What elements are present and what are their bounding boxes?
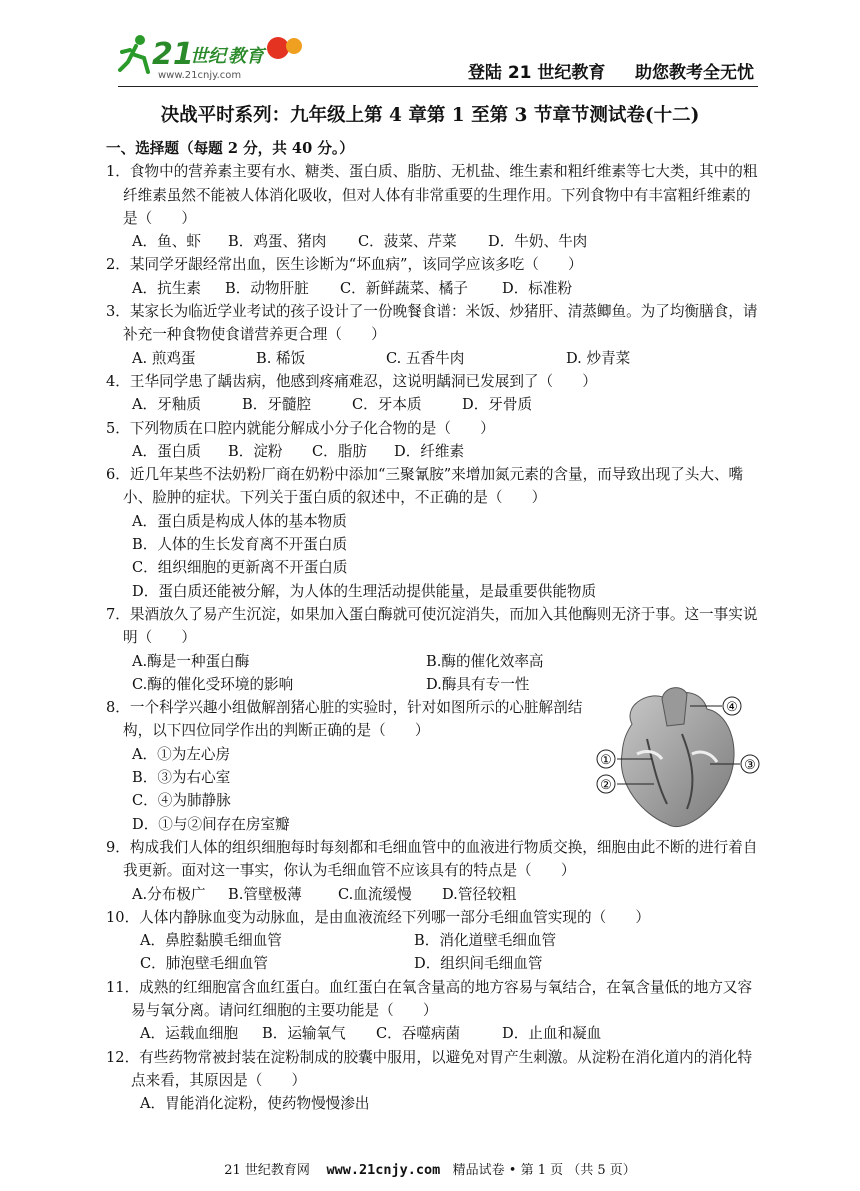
option: B．牙髓腔 xyxy=(242,396,312,414)
label-3: ③ xyxy=(744,758,756,773)
question-10: 10．人体内静脉血变为动脉血，是由血液流经下列哪一部分毛细血管实现的（ ） xyxy=(106,908,650,926)
option: D．止血和凝血 xyxy=(502,1025,602,1043)
footer-site: 21 世纪教育网 xyxy=(224,1163,310,1178)
option: C.酶的催化受环境的影响 xyxy=(132,675,294,693)
option: C．菠菜、芹菜 xyxy=(358,233,457,251)
options-10 xyxy=(106,929,760,976)
option: A．胃能消化淀粉，使药物慢慢渗出 xyxy=(140,1095,370,1113)
option: D.管径较粗 xyxy=(442,885,517,903)
option: B．淀粉 xyxy=(228,442,283,460)
options-11 xyxy=(106,1022,760,1045)
option: B．人体的生长发育离不开蛋白质 xyxy=(132,536,348,554)
option: B．动物肝脏 xyxy=(225,279,309,297)
option: A．蛋白质是构成人体的基本物质 xyxy=(132,512,347,530)
option: C．脂肪 xyxy=(312,442,367,460)
option: D．纤维素 xyxy=(394,442,465,460)
option: D．组织间毛细血管 xyxy=(414,955,543,973)
option: C. 五香牛肉 xyxy=(386,349,465,367)
option: C．④为肺静脉 xyxy=(132,792,231,810)
option: B．消化道壁毛细血管 xyxy=(414,932,557,950)
option: D．牛奶、牛肉 xyxy=(488,233,588,251)
option: A.酶是一种蛋白酶 xyxy=(132,652,250,670)
header-slogan: 登陆 21 世纪教育 助您教考全无忧 xyxy=(467,63,754,83)
option: B.酶的催化效率高 xyxy=(426,652,544,670)
svg-text:21: 21 xyxy=(152,37,194,72)
question-2: 2．某同学牙龈经常出血，医生诊断为“坏血病”，该同学应该多吃（ ） xyxy=(106,256,583,274)
question-3: 3．某家长为临近学业考试的孩子设计了一份晚餐食谱：米饭、炒猪肝、清蒸鲫鱼。为了均衡膳食，请补充一种食物使食谱营养更合理（ ） xyxy=(106,303,758,344)
svg-text:世纪: 世纪 xyxy=(190,46,226,67)
question-1: 1．食物中的营养素主要有水、糖类、蛋白质、脂肪、无机盐、维生素和粗纤维素等七大类，其中的粗纤维素虽然不能被人体消化吸收，但对人体有非常重要的生理作用。下列食物中有丰富粗纤维素的是（ ） xyxy=(106,163,758,227)
option: A．运载血细胞 xyxy=(140,1025,239,1043)
heart-diagram xyxy=(592,684,772,834)
options-2 xyxy=(106,277,760,300)
options-4 xyxy=(106,393,760,416)
question-6: 6．近几年某些不法奶粉厂商在奶粉中添加“三聚氰胺”来增加氮元素的含量，而导致出现了头大、嘴小、脸肿的症状。下列关于蛋白质的叙述中，不正确的是（ ） xyxy=(106,466,744,507)
site-logo xyxy=(118,30,308,84)
option: A．鱼、虾 xyxy=(132,233,201,251)
exam-content xyxy=(106,137,760,1115)
option: B. 稀饭 xyxy=(256,349,306,367)
question-5: 5．下列物质在口腔内就能分解成小分子化合物的是（ ） xyxy=(106,419,495,437)
option: C．吞噬病菌 xyxy=(376,1025,461,1043)
option: B．运输氧气 xyxy=(262,1025,346,1043)
svg-text:教育: 教育 xyxy=(228,46,264,67)
option: A．鼻腔黏膜毛细血管 xyxy=(140,932,282,950)
exam-title: 决战平时系列：九年级上第 4 章第 1 至第 3 节章节测试卷(十二) xyxy=(160,105,700,126)
option: D. 炒青菜 xyxy=(566,349,631,367)
options-1 xyxy=(106,230,760,253)
option: A．蛋白质 xyxy=(132,442,201,460)
label-2: ② xyxy=(600,778,612,793)
page-footer xyxy=(0,1159,860,1178)
option: C.血流缓慢 xyxy=(338,885,412,903)
options-9 xyxy=(106,883,760,906)
footer-page: 精品试卷 • 第 1 页 （共 5 页） xyxy=(452,1163,636,1178)
label-1: ① xyxy=(600,753,612,768)
question-7: 7．果酒放久了易产生沉淀，如果加入蛋白酶就可使沉淀消失，而加入其他酶则无济于事。这一事实说明（ ） xyxy=(106,605,758,647)
label-4: ④ xyxy=(726,700,738,715)
section-heading: 一、选择题（每题 2 分，共 40 分。） xyxy=(106,140,354,157)
question-12: 12．有些药物常被封装在淀粉制成的胶囊中服用，以避免对胃产生刺激。从淀粉在消化道内的消化特点来看，其原因是（ ） xyxy=(106,1048,753,1089)
option: D．蛋白质还能被分解，为人体的生理活动提供能量，是最重要供能物质 xyxy=(132,582,597,600)
question-8: 8．一个科学兴趣小组做解剖猪心脏的实验时，针对如图所示的心脏解剖结构，以下四位同学作出的判断正确的是（ ） xyxy=(106,699,583,740)
options-5 xyxy=(106,440,760,463)
option: B.管壁极薄 xyxy=(228,885,302,903)
question-9: 9．构成我们人体的组织细胞每时每刻都和毛细血管中的血液进行物质交换，细胞由此不断的进行着自我更新。面对这一事实，你认为毛细血管不应该具有的特点是（ ） xyxy=(106,838,758,880)
option: B．③为右心室 xyxy=(132,769,231,787)
option: B．鸡蛋、猪肉 xyxy=(228,233,327,251)
option: A.分布极广 xyxy=(132,885,206,903)
option: D．牙骨质 xyxy=(462,396,533,414)
question-4: 4．王华同学患了龋齿病，他感到疼痛难忍，这说明龋洞已发展到了（ ） xyxy=(106,372,597,390)
option: C．牙本质 xyxy=(352,396,422,414)
options-3 xyxy=(106,347,760,370)
logo-url: www.21cnjy.com xyxy=(158,70,242,81)
option: D.酶具有专一性 xyxy=(426,675,530,693)
option: A．抗生素 xyxy=(132,279,201,297)
option: D．标准粉 xyxy=(502,279,573,297)
option: C．肺泡壁毛细血管 xyxy=(140,955,268,973)
option: A．牙釉质 xyxy=(132,396,201,414)
option: A．①为左心房 xyxy=(132,745,231,763)
page-header xyxy=(118,30,758,87)
option: C．组织细胞的更新离不开蛋白质 xyxy=(132,559,348,577)
option: A. 煎鸡蛋 xyxy=(132,349,196,367)
option: D．①与②间存在房室瓣 xyxy=(132,815,290,833)
footer-url[interactable]: www.21cnjy.com xyxy=(326,1162,441,1178)
option: C．新鲜蔬菜、橘子 xyxy=(340,279,468,297)
question-11: 11．成熟的红细胞富含血红蛋白。血红蛋白在氧含量高的地方容易与氧结合，在氧含量低的地方又容易与氧分离。请问红细胞的主要功能是（ ） xyxy=(106,978,753,1019)
